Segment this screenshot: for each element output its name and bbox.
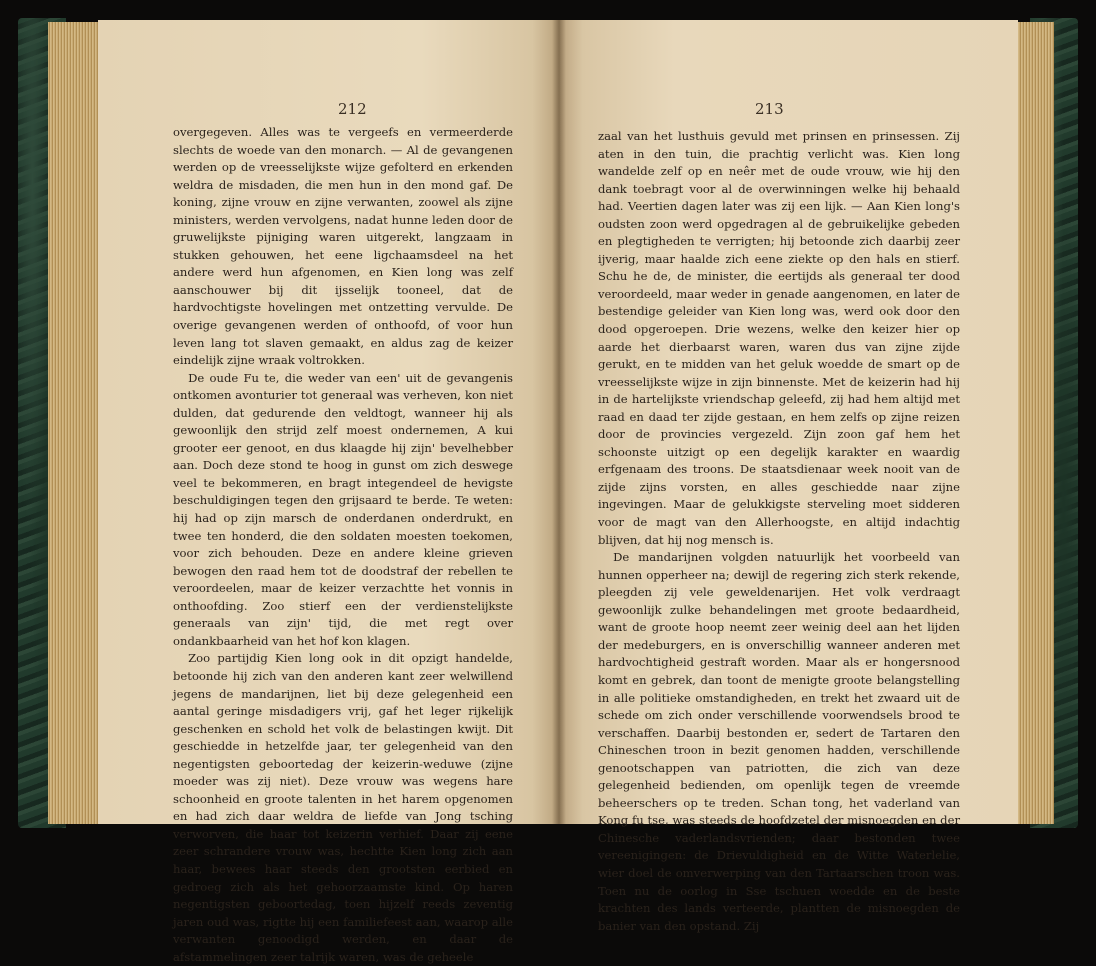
page-edges-left: [48, 22, 100, 824]
body-text: [173, 124, 513, 966]
paragraph: overgegeven. Alles was te vergeefs en vermeerderde slechts de woede van den monarch. — Al de gevangenen werden op de vreesselijkste wijze gefolterd en erkenden weldra de misdaden, die men hun in den mond gaf. De koning, zijne vrouw en zijne verwanten, zoowel als zijne ministers, werden vervolgens, nadat hunne leden door de gruwelijkste pijniging waren uitgerekt, langzaam in stukken gehouwen, het eene ligchaamsdeel na het andere werd hun afgenomen, en Kien long was zelf aanschouwer bij dit ijsselijk tooneel, dat de hardvochtigste hovelingen met ontzetting vervulde. De overige gevangenen werden of onthoofd, of voor hun leven lang tot slaven gemaakt, en aldus zag de keizer eindelijk zijne wraak voltrokken.: [173, 125, 513, 368]
left-page: [98, 20, 560, 964]
page-number: 213: [755, 100, 784, 118]
paragraph: De oude Fu te, die weder van een' uit de gevangenis ontkomen avonturier tot generaal was verheven, kon niet dulden, dat gedurende den veldtogt, wanneer hij als gewoonlijk den strijd zelf moest ondernemen, A kui grooter eer genoot, en dus klaagde hij zijn' bevelhebber aan. Doch deze stond te hoog in gunst om zich deswege veel te bekommeren, en bragt integendeel de hevigste beschuldigingen tegen den grijsaard te berde. Te weten: hij had op zijn marsch de onderdanen onderdrukt, en twee ten honderd, die den soldaten moesten toekomen, voor zich behouden. Deze en andere kleine grieven bewogen den raad hem tot de doodstraf der rebellen te veroordeelen, maar de keizer verzachtte het vonnis in onthoofding. Zoo stierf een der verdienstelijkste generaals van zijn' tijd, die met regt over ondankbaarheid van het hof kon klagen.: [173, 370, 513, 648]
page-edges-right: [1016, 22, 1054, 824]
page-number: 212: [338, 100, 367, 118]
paragraph: zaal van het lusthuis gevuld met prinsen en prinsessen. Zij aten in den tuin, die prachtig verlicht was. Kien long wandelde zelf op en neêr met de oude vrouw, wie hij den dank toebragt voor al de overwinningen welke hij behaald had. Veertien dagen later was zij een lijk. — Aan Kien long's oudsten zoon werd opgedragen al de gebruikelijke gebeden en plegtigheden te verrigten; hij betoonde zich daarbij zeer ijverig, maar haalde zich eene ziekte op den hals en stierf. Schu he de, de minister, die eertijds als generaal ter dood veroordeeld, maar weder in genade aangenomen, en later de bestendige geleider van Kien long was, werd ook door den dood opgeroepen. Drie wezens, welke den keizer hier op aarde het dierbaarst waren, waren dus van zijne zijde gerukt, en te midden van het geluk woedde de smart op de vreesselijkste wijze in zijn binnenste. Met de keizerin had hij in de hartelijkste vriendschap geleefd, zij had hem altijd met raad en daad ter zijde gestaan, en hem zelfs op zijne reizen door de provincies vergezeld. Zijn zoon gaf hem het schoonste uitzigt op een degelijk karakter en waardig erfgenaam des troons. De staatsdienaar week nooit van de zijde zijns vorsten, en alles geschiedde naar zijne ingevingen. Maar de gelukkigste sterveling moet sidderen voor de magt van den Allerhoogste, en altijd indachtig blijven, dat hij nog mensch is.: [598, 129, 960, 547]
book-gutter: [552, 20, 566, 824]
paragraph: Zoo partijdig Kien long ook in dit opzigt handelde, betoonde hij zich van den anderen kant zeer welwillend jegens de mandarijnen, liet bij deze gelegenheid een aantal geringe misdadigers vrij, gaf het leger rijkelijk geschenken en schold het volk de belastingen kwijt. Dit geschiedde in hetzelfde jaar, ter gelegenheid van den negentigsten geboortedag der keizerin-weduwe (zijne moeder was zij niet). Deze vrouw was wegens hare schoonheid en groote talenten in het harem opgenomen en had zich daar weldra de liefde van Jong tsching verworven, die haar tot keizerin verhief. Daar zij eene zeer schrandere vrouw was, hechtte Kien long zich aan haar, bewees haar steeds den grootsten eerbied en gedroeg zich als het gehoorzaamste kind. Op haren negentigsten geboortedag, toen hijzelf reeds zeventig jaren oud was, rigtte hij een familiefeest aan, waarop alle verwanten genoodigd werden, en daar de afstammelingen zeer talrijk waren, was de geheele: [173, 651, 513, 964]
right-page: [560, 20, 1018, 933]
paragraph: De mandarijnen volgden natuurlijk het voorbeeld van hunnen opperheer na; dewijl de regering zich sterk rekende, pleegden zij vele geweldenarijen. Het volk verdraagt gewoonlijk zulke behandelingen met groote bedaardheid, want de groote hoop neemt zeer weinig deel aan het lijden der medeburgers, en is onverschillig wanneer anderen met hardvochtigheid gestraft worden. Maar als er hongersnood komt en gebrek, dan toont de menigte groote belangstelling in alle politieke omstandigheden, en trekt het zwaard uit de schede om zich onder verschillende voorwendsels brood te verschaffen. Daarbij bestonden er, sedert de Tartaren den Chineschen troon in bezit genomen hadden, verschillende genootschappen van patriotten, die zich van deze gelegenheid bedienden, om openlijk tegen de vreemde beheerschers op te treden. Schan tong, het vaderland van Kong fu tse, was steeds de hoofdzetel der misnoegden en der Chinesche vaderlandsvrienden; daar bestonden twee vereenigingen: de Drievuldigheid en de Witte Waterlelie, wier doel de omverwerping van den Tartaarschen troon was. Toen nu de oorlog in Sse tschuen woedde en de beste krachten des lands verteerde, plantten de misnoegden de banier van den opstand. Zij: [598, 550, 960, 933]
body-text: [598, 128, 960, 935]
